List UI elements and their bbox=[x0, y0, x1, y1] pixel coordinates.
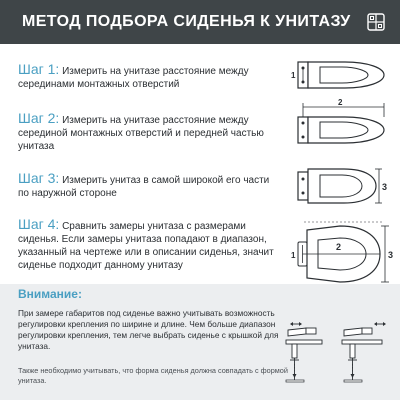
dimension-marker: 1 bbox=[291, 251, 296, 260]
dimension-marker: 2 bbox=[336, 242, 342, 252]
toilet-top-view-step2 bbox=[290, 97, 390, 153]
step-label: Шаг 1: bbox=[18, 61, 60, 77]
header-bar bbox=[0, 0, 400, 44]
step-2 bbox=[18, 112, 276, 153]
step-text: Измерить на унитазе расстояние между серединой монтажных отверстий и передней частью унитаза bbox=[18, 115, 264, 152]
step-label: Шаг 2: bbox=[18, 110, 60, 126]
dimension-marker: 3 bbox=[388, 250, 394, 260]
page-title: МЕТОД ПОДБОРА СИДЕНЬЯ К УНИТАЗУ bbox=[22, 13, 351, 30]
step-label: Шаг 3: bbox=[18, 170, 60, 186]
seat-dimensions-step4 bbox=[290, 216, 395, 292]
step-text: Измерить на унитазе расстояние между серединами монтажных отверстий bbox=[18, 66, 249, 90]
attention-footnote: Также необходимо учитывать, что форма сиденья должна совпадать с формой унитаза. bbox=[18, 366, 288, 385]
mount-right bbox=[342, 322, 386, 382]
mount-adjustment-diagram bbox=[284, 316, 392, 386]
step-1 bbox=[18, 63, 276, 91]
attention-title: Внимание: bbox=[18, 287, 82, 301]
dimension-marker: 1 bbox=[291, 71, 296, 80]
step-4 bbox=[18, 218, 276, 272]
step-label: Шаг 4: bbox=[18, 216, 60, 232]
dimension-marker: 2 bbox=[338, 98, 343, 107]
toilet-top-view-step3 bbox=[290, 160, 390, 212]
mount-left bbox=[286, 322, 322, 382]
step-3 bbox=[18, 172, 276, 200]
step-text: Сравнить замеры унитаза с размерами сиденья. Если замеры унитаза попадают в диапазон, указанный на чертеже или в описании сиденья, значит сиденье подходит данному унитазу bbox=[18, 221, 274, 271]
dimension-marker: 3 bbox=[382, 182, 388, 192]
square-grid-logo-icon bbox=[367, 13, 385, 31]
step-text: Измерить унитаз в самой широкой его части по наружной стороне bbox=[18, 175, 270, 199]
attention-text: При замере габаритов под сиденье важно учитывать возможность регулировки крепления по ширине и длине. Чем больше диапазон регулировки крепления, тем легче выбрать сиденье с крышкой для унитаза. bbox=[18, 308, 279, 351]
toilet-top-view-step1 bbox=[290, 54, 390, 96]
